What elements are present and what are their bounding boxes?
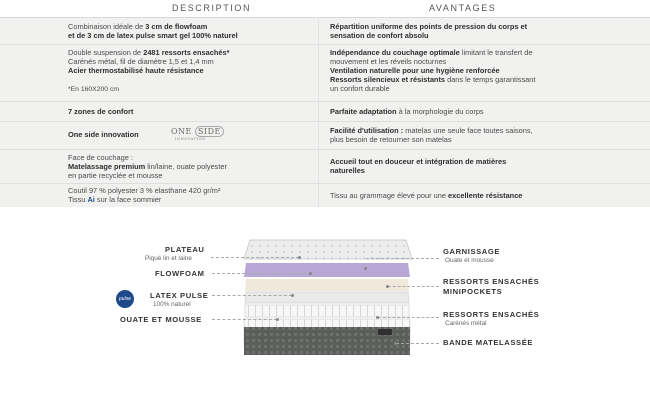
row5-desc: Face de couchage : Matelassage premium lin/laine, ouate polyester en partie recyclée et mousse (68, 153, 227, 180)
header-avantages: AVANTAGES (429, 3, 497, 13)
table-row (0, 149, 650, 184)
row6-adv: Tissu au grammage élevé pour une excellente résistance (330, 191, 523, 200)
table-row (0, 44, 650, 102)
latex-pulse-layer (245, 279, 409, 291)
row1-adv: Répartition uniforme des points de pression du corps et sensation de confort absolu (330, 22, 528, 40)
ai-fabric-logo: Ai (87, 195, 95, 204)
sub-latex-pulse: 100% naturel (153, 301, 191, 308)
minipockets-layer (245, 305, 409, 317)
row2-desc: Double suspension de 2481 ressorts ensachés* Carénés métal, fil de diamètre 1,5 et 1,4 mm Acier thermostabilisé haute résistance *En 160X200 cm (68, 48, 230, 93)
sub-minipockets: MINIPOCKETS (443, 287, 503, 296)
row1-desc: Combinaison idéale de 3 cm de flowfoam et de 3 cm de latex pulse smart gel 100% naturel (68, 22, 238, 40)
row2-adv: Indépendance du couchage optimale limitant le transfert de mouvement et les réveils nocturnes Ventilation naturelle pour une hygiène renforcée Ressorts silencieux et résistants dans le temps garantissant un confort durable (330, 48, 536, 93)
row6-desc: Coutil 97 % polyester 3 % elasthane 420 gr/m² Tissu Ai sur la face sommier (68, 186, 221, 204)
label-garnissage: GARNISSAGE (443, 247, 501, 256)
sub-garnissage: Ouate et mousse (445, 257, 494, 264)
row4-desc: One side innovation (68, 130, 139, 139)
label-ouate-mousse: OUATE ET MOUSSE (120, 315, 202, 324)
table-row (0, 121, 650, 150)
band-label-tag (378, 329, 392, 335)
header-description: DESCRIPTION (172, 3, 252, 13)
label-bande-matelassee: BANDE MATELASSÉE (443, 338, 534, 347)
pulse-badge: pulse (116, 290, 134, 308)
ouate-mousse-layer (245, 292, 409, 303)
label-plateau: PLATEAU (165, 245, 205, 254)
table-row (0, 17, 650, 45)
mattress-cutaway-illustration (0, 207, 650, 414)
label-latex-pulse: LATEX PULSE (150, 291, 209, 300)
row4-adv: Facilité d'utilisation : matelas une seule face toutes saisons, plus besoin de retourner son matelas (330, 126, 533, 144)
row3-desc: 7 zones de confort (68, 107, 134, 116)
label-ressorts-ensaches: RESSORTS ENSACHÉS (443, 310, 540, 319)
table-row (0, 101, 650, 122)
row5-adv: Accueil tout en douceur et intégration de matières naturelles (330, 157, 507, 175)
one-side-logo: ONE SIDE INNOVATION (171, 127, 224, 136)
flowfoam-layer (244, 263, 410, 277)
sub-plateau: Piqué lin et laine (145, 255, 192, 262)
row3-adv: Parfaite adaptation à la morphologie du corps (330, 107, 484, 116)
table-header (0, 0, 650, 18)
table-row (0, 183, 650, 207)
label-flowfoam: FLOWFOAM (155, 269, 205, 278)
label-ressorts-minipockets: RESSORTS ENSACHÉS (443, 277, 540, 286)
sub-ressorts-ensaches: Carénés métal (445, 320, 487, 327)
